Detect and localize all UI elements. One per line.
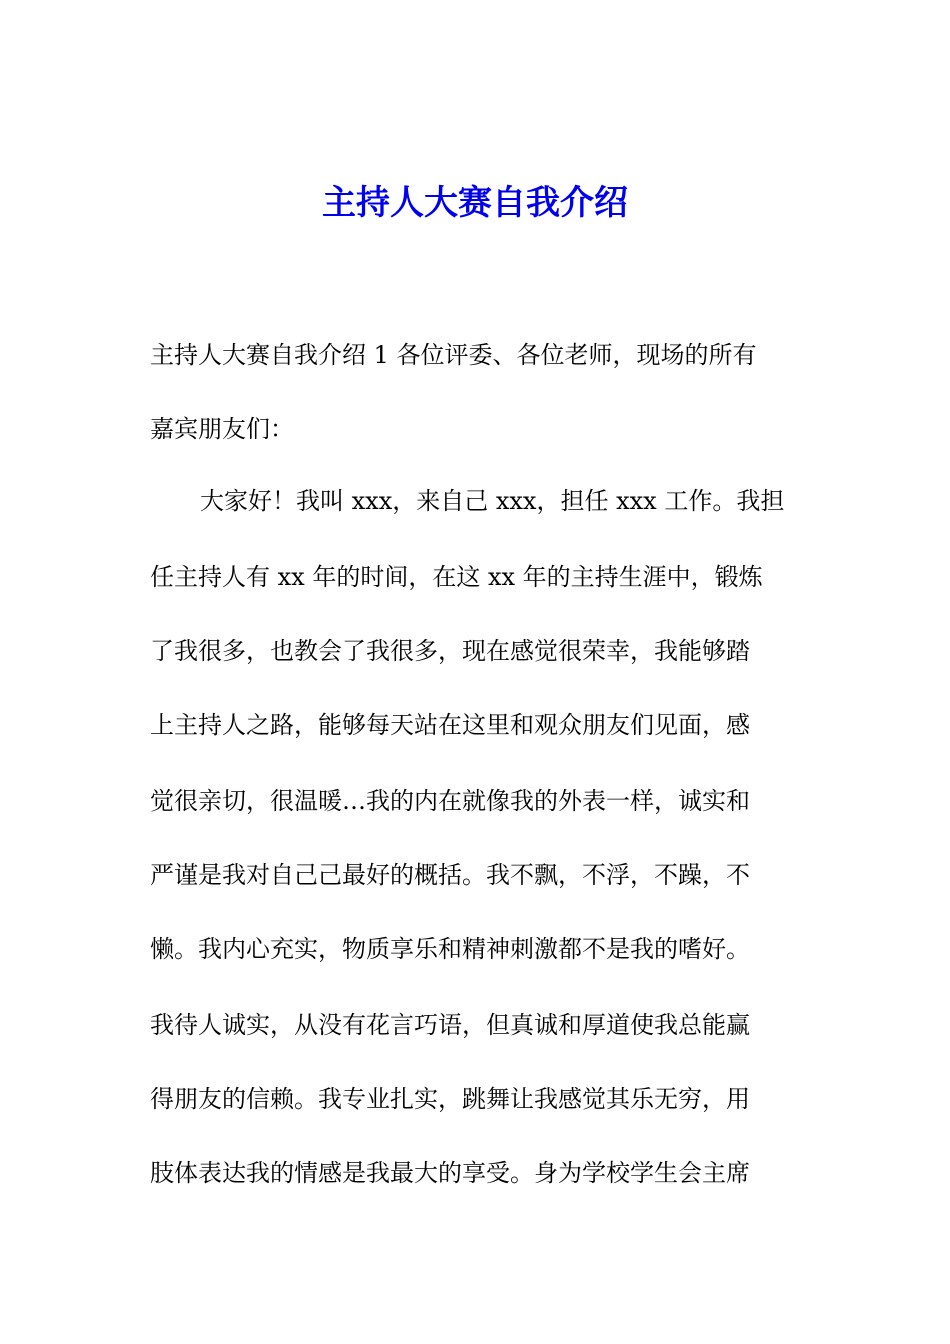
body-line: 肢体表达我的情感是我最大的享受。身为学校学生会主席 — [150, 1159, 750, 1187]
body-line: 嘉宾朋友们： — [150, 415, 294, 443]
body-line: 任主持人有 xx 年的时间，在这 xx 年的主持生涯中，锻炼 — [150, 563, 763, 591]
body-line: 主持人大赛自我介绍 1 各位评委、各位老师，现场的所有 — [150, 341, 757, 369]
body-line-indented: 大家好！我叫 xxx，来自己 xxx，担任 xxx 工作。我担 — [200, 487, 785, 515]
body-line: 了我很多，也教会了我很多，现在感觉很荣幸，我能够踏 — [150, 637, 750, 665]
body-line: 懒。我内心充实，物质享乐和精神刺激都不是我的嗜好。 — [150, 935, 750, 963]
body-line: 严谨是我对自己己最好的概括。我不飘，不浮，不躁，不 — [150, 861, 750, 889]
body-line: 我待人诚实，从没有花言巧语，但真诚和厚道使我总能赢 — [150, 1011, 750, 1039]
body-line: 得朋友的信赖。我专业扎实，跳舞让我感觉其乐无穷，用 — [150, 1085, 750, 1113]
body-line: 上主持人之路，能够每天站在这里和观众朋友们见面，感 — [150, 711, 750, 739]
body-line: 觉很亲切，很温暖…我的内在就像我的外表一样，诚实和 — [150, 787, 750, 815]
document-title: 主持人大赛自我介绍 — [322, 183, 628, 223]
